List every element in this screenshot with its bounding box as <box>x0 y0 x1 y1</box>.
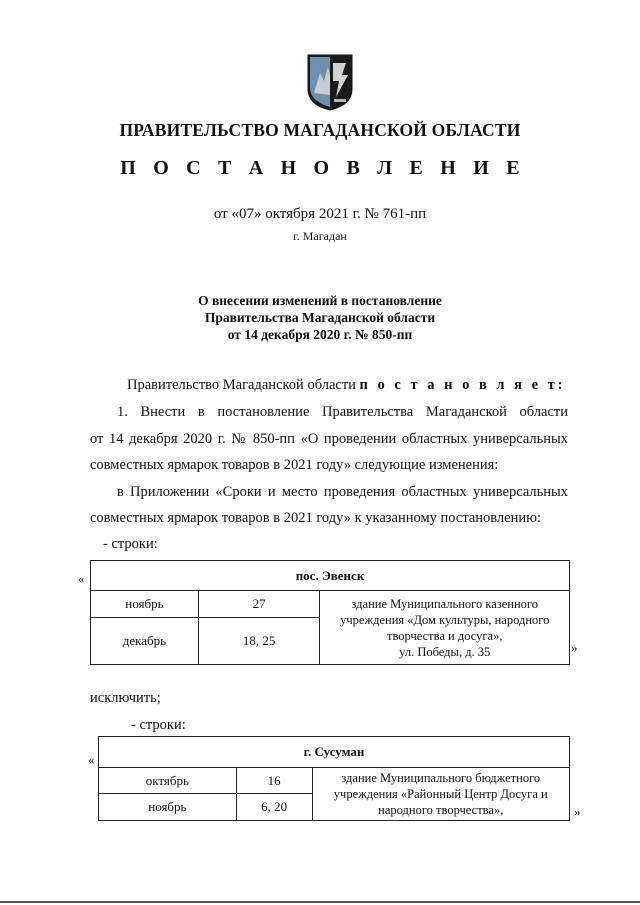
address-line: здание Муниципального казенного <box>351 596 538 611</box>
subject-line: от 14 декабря 2020 г. № 850-пп <box>227 327 413 342</box>
preamble-text: Правительство Магаданской области <box>127 377 356 393</box>
address-line: учреждения «Районный Центр Досуга и <box>333 787 548 801</box>
rows-label: - строки: <box>131 717 186 733</box>
month-cell: ноябрь <box>91 591 199 618</box>
decree-subject <box>0 292 640 343</box>
days-cell: 27 <box>198 591 320 618</box>
table-row <box>99 768 570 794</box>
paragraph-line: совместных ярмарок товаров в 2021 году» к указанному постановлению: <box>90 510 541 526</box>
rows-label: - строки: <box>103 536 158 552</box>
amendment-paragraph <box>90 399 568 532</box>
month-cell: ноябрь <box>99 794 237 821</box>
table-row <box>91 591 570 618</box>
open-quote: « <box>88 752 95 767</box>
susuman-schedule-table <box>98 736 570 821</box>
decrees-word: п о с т а н о в л я е т: <box>359 377 566 393</box>
government-title: ПРАВИТЕЛЬСТВО МАГАДАНСКОЙ ОБЛАСТИ <box>119 120 521 140</box>
paragraph-line-text: в Приложении «Сроки и место проведения областных универсальных <box>117 483 568 500</box>
address-line: здание Муниципального бюджетного <box>341 771 541 785</box>
decree-date-number: от «07» октября 2021 г. № 761-пп <box>213 206 427 222</box>
address-line: учреждения «Дом культуры, народного <box>340 612 550 627</box>
days-cell: 6, 20 <box>236 794 312 821</box>
address-line: ул. Победы, д. 35 <box>399 644 491 659</box>
address-line: творчества и досуга», <box>387 628 503 643</box>
venue-address-cell <box>320 591 570 665</box>
evensk-schedule-table <box>90 560 570 665</box>
city-name: г. Магадан <box>293 229 347 243</box>
subject-line: Правительства Магаданской области <box>204 310 436 325</box>
close-quote: » <box>571 640 578 655</box>
table-header-row <box>91 561 570 591</box>
days-cell: 18, 25 <box>198 618 320 665</box>
exclude-instruction: исключить; <box>90 690 161 706</box>
open-quote: « <box>78 571 85 586</box>
scan-edge-divider <box>0 901 640 903</box>
coat-of-arms-icon <box>306 53 354 111</box>
location-header: пос. Эвенск <box>91 561 570 591</box>
location-header: г. Сусуман <box>99 737 570 768</box>
paragraph-line: от 14 декабря 2020 г. № 850-пп «О проведении областных универсальных <box>90 430 568 447</box>
subject-line: О внесении изменений в постановление <box>198 293 442 308</box>
paragraph-line: совместных ярмарок товаров в 2021 году» следующие изменения: <box>90 457 499 473</box>
preamble-paragraph <box>127 372 566 399</box>
days-cell: 16 <box>236 768 312 794</box>
decree-title: П О С Т А Н О В Л Е Н И Е <box>120 157 526 179</box>
coat-of-arms-emblem <box>306 53 354 111</box>
address-line: народного творчества», <box>378 803 504 817</box>
table-header-row <box>99 737 570 768</box>
paragraph-line-text: 1. Внести в постановление Правительства Магаданской области <box>117 404 568 420</box>
month-cell: октябрь <box>99 768 237 794</box>
month-cell: декабрь <box>91 618 199 665</box>
paragraph-line <box>90 399 568 426</box>
close-quote: » <box>574 804 581 819</box>
venue-address-cell <box>312 768 570 821</box>
paragraph-line <box>90 479 568 506</box>
